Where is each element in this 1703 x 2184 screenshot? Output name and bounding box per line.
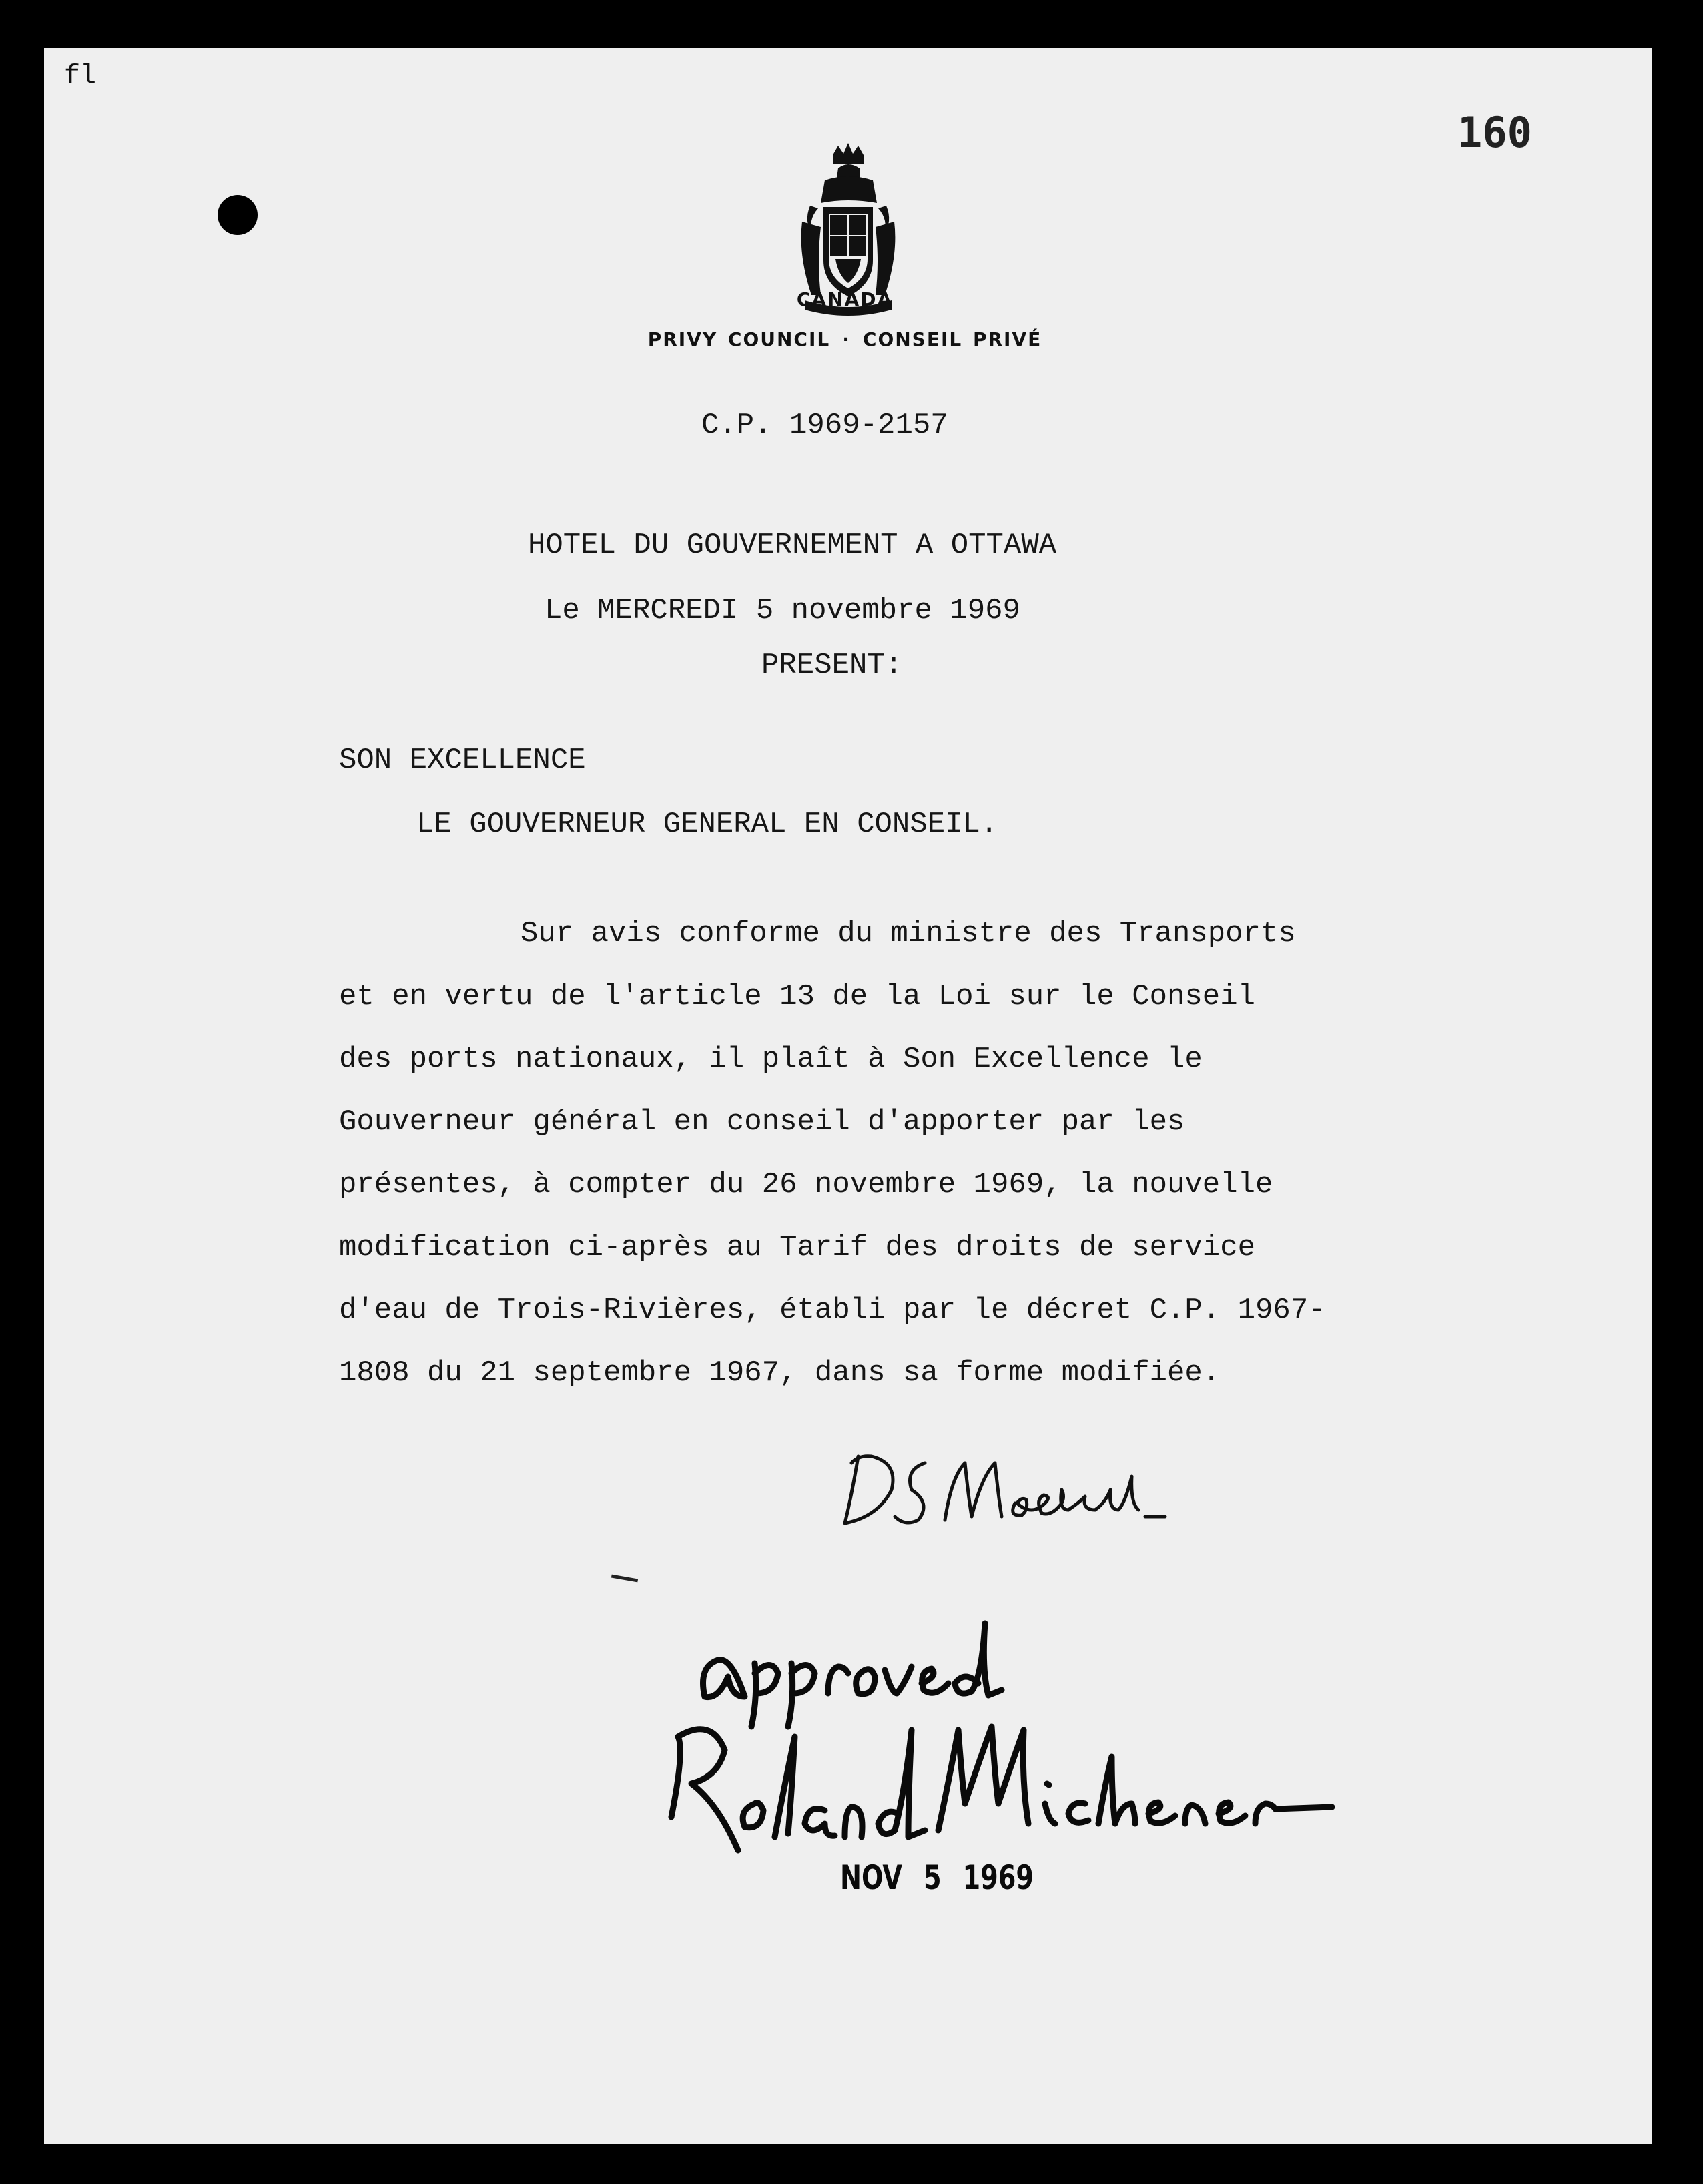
body-line: Gouverneur général en conseil d'apporter par les <box>339 1105 1185 1139</box>
body-line: Sur avis conforme du ministre des Transports <box>521 917 1296 950</box>
governor-approval-signature <box>645 1583 1345 1890</box>
corner-mark: fl <box>64 61 97 91</box>
body-line: et en vertu de l'article 13 de la Loi sur le Conseil <box>339 980 1256 1013</box>
minister-signature <box>831 1416 1178 1537</box>
body-line: d'eau de Trois-Rivières, établi par le décret C.P. 1967- <box>339 1294 1326 1327</box>
place-line: HOTEL DU GOUVERNEMENT A OTTAWA <box>528 529 1057 562</box>
body-line: 1808 du 21 septembre 1967, dans sa forme modifiée. <box>339 1356 1221 1390</box>
letterhead-council <box>44 328 1649 350</box>
order-body <box>339 902 1407 1404</box>
punch-hole <box>218 195 258 235</box>
page-number: 160 <box>1457 108 1532 157</box>
addressee-line-2: LE GOUVERNEUR GENERAL EN CONSEIL. <box>416 808 998 841</box>
council-en: PRIVY COUNCIL <box>647 328 831 350</box>
letterhead-country: CANADA <box>796 288 894 310</box>
date-line: Le MERCREDI 5 novembre 1969 <box>545 594 1020 627</box>
present-label: PRESENT: <box>761 649 903 682</box>
order-number: C.P. 1969-2157 <box>701 408 948 442</box>
body-line: présentes, à compter du 26 novembre 1969, la nouvelle <box>339 1168 1273 1201</box>
council-fr: CONSEIL PRIVÉ <box>862 328 1042 350</box>
body-line: modification ci-après au Tarif des droits de service <box>339 1231 1256 1264</box>
addressee-line-1: SON EXCELLENCE <box>339 744 586 777</box>
body-line: des ports nationaux, il plaît à Son Excellence le <box>339 1043 1203 1076</box>
council-separator: · <box>842 328 851 350</box>
document-page <box>44 48 1652 2144</box>
pen-mark <box>611 1575 638 1583</box>
date-stamp: NOV 5 1969 <box>840 1858 1034 1897</box>
